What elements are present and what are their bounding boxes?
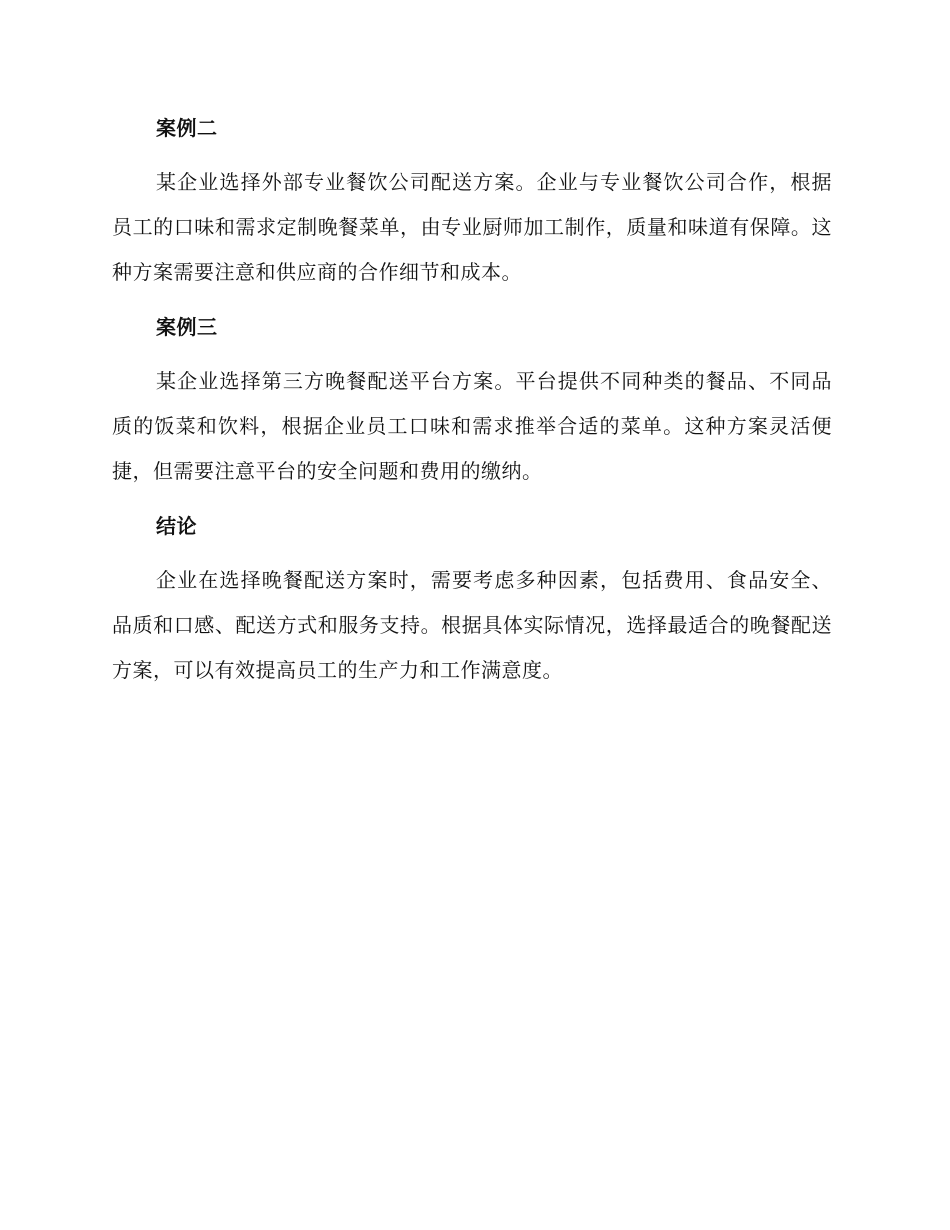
section-heading-conclusion: 结论 [156,514,197,538]
section-paragraph-case-three: 某企业选择第三方晚餐配送平台方案。平台提供不同种类的餐品、不同品质的饭菜和饮料，根据企业员工口味和需求推举合适的菜单。这种方案灵活便捷，但需要注意平台的安全问题和费用的缴纳。 [112,369,832,483]
section-heading-case-three: 案例三 [156,315,218,339]
section-paragraph-conclusion: 企业在选择晚餐配送方案时，需要考虑多种因素，包括费用、食品安全、品质和口感、配送方式和服务支持。根据具体实际情况，选择最适合的晚餐配送方案，可以有效提高员工的生产力和工作满意度。 [112,568,832,682]
section-paragraph-case-two: 某企业选择外部专业餐饮公司配送方案。企业与专业餐饮公司合作，根据员工的口味和需求定制晚餐菜单，由专业厨师加工制作，质量和味道有保障。这种方案需要注意和供应商的合作细节和成本。 [112,170,832,284]
section-heading-case-two: 案例二 [156,116,218,140]
document-page [112,108,832,693]
